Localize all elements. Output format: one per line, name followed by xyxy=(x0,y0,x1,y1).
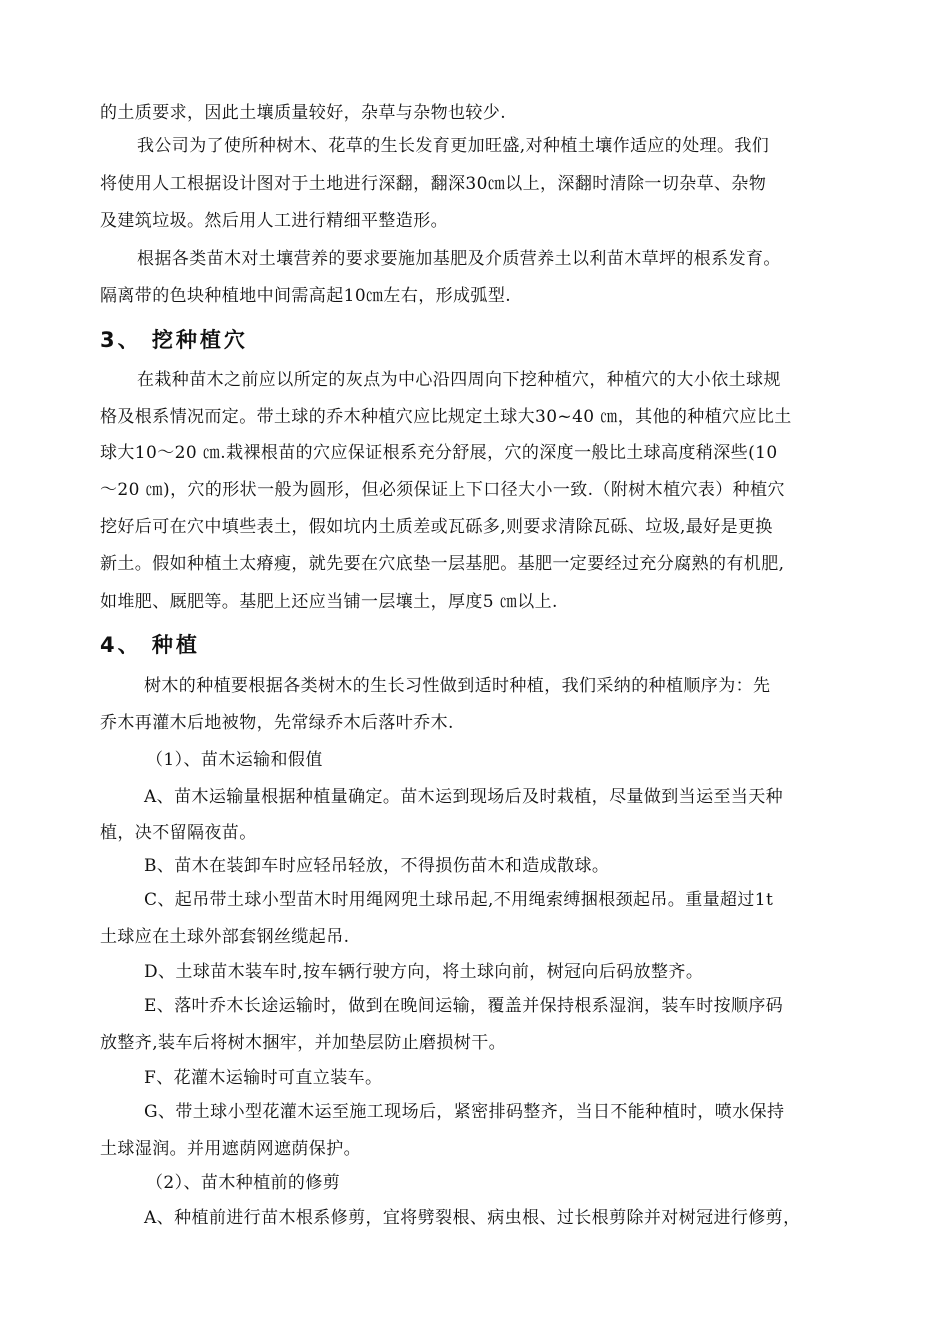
intro-line-4: 及建筑垃圾。然后用人工进行精细平整造形。 xyxy=(100,211,448,231)
section-3-line-1: 在栽种苗木之前应以所定的灰点为中心沿四周向下挖种植穴，种植穴的大小依土球规 xyxy=(137,370,781,390)
section-4-item-a-line-2: 植，决不留隔夜苗。 xyxy=(100,823,257,843)
intro-line-1: 的土质要求，因此土壤质量较好，杂草与杂物也较少. xyxy=(100,103,507,123)
section-4-item-e-line-1: E、落叶乔木长途运输时，做到在晚间运输，覆盖并保持根系湿润，装车时按顺序码 xyxy=(144,996,784,1016)
section-4-item-b: B、苗木在装卸车时应轻吊轻放，不得损伤苗木和造成散球。 xyxy=(144,856,610,876)
section-4-item-d: D、土球苗木装车时,按车辆行驶方向，将土球向前，树冠向后码放整齐。 xyxy=(144,962,704,982)
intro-line-3: 将使用人工根据设计图对于土地进行深翻，翻深30㎝以上，深翻时清除一切杂草、杂物 xyxy=(100,174,767,194)
section-4-heading: 4、 种植 xyxy=(100,633,200,657)
section-4-item-g-line-2: 土球湿润。并用遮荫网遮荫保护。 xyxy=(100,1139,361,1159)
intro-line-6: 隔离带的色块种植地中间需高起10㎝左右，形成弧型. xyxy=(100,286,512,306)
section-4-item-c-line-2: 土球应在土球外部套钢丝缆起吊. xyxy=(100,927,350,947)
intro-line-5: 根据各类苗木对土壤营养的要求要施加基肥及介质营养土以利苗木草坪的根系发育。 xyxy=(137,249,781,269)
section-3-line-7: 如堆肥、厩肥等。基肥上还应当铺一层壤土，厚度5 ㎝以上. xyxy=(100,592,558,612)
section-4-item-c-line-1: C、起吊带土球小型苗木时用绳网兜土球吊起,不用绳索缚捆根颈起吊。重量超过1t xyxy=(144,890,774,910)
section-3-line-5: 挖好后可在穴中填些表土，假如坑内土质差或瓦砾多,则要求清除瓦砾、垃圾,最好是更换 xyxy=(100,517,773,537)
section-4-line-1: 树木的种植要根据各类树木的生长习性做到适时种植，我们采纳的种植顺序为：先 xyxy=(144,676,771,696)
section-4-item-g-line-1: G、带土球小型花灌木运至施工现场后，紧密排码整齐，当日不能种植时，喷水保持 xyxy=(144,1102,785,1122)
section-3-line-3: 球大10～20 ㎝.栽裸根苗的穴应保证根系充分舒展，穴的深度一般比土球高度稍深些(10 xyxy=(100,443,778,463)
section-4-line-2: 乔木再灌木后地被物，先常绿乔木后落叶乔木. xyxy=(100,713,454,733)
intro-line-2: 我公司为了使所种树木、花草的生长发育更加旺盛,对种植土壤作适应的处理。我们 xyxy=(137,136,770,156)
section-3-line-4: ～20 ㎝)，穴的形状一般为圆形，但必须保证上下口径大小一致.（附树木植穴表）种植穴 xyxy=(100,480,785,500)
section-3-heading: 3、 挖种植穴 xyxy=(100,328,248,352)
section-3-line-2: 格及根系情况而定。带土球的乔木种植穴应比规定土球大30~40 ㎝，其他的种植穴应比土 xyxy=(100,407,792,427)
section-4-subheading-1: （1）、苗木运输和假值 xyxy=(146,750,323,770)
section-3-line-6: 新土。假如种植土太瘠瘦，就先要在穴底垫一层基肥。基肥一定要经过充分腐熟的有机肥, xyxy=(100,554,785,574)
section-4-item-f: F、花灌木运输时可直立装车。 xyxy=(144,1068,383,1088)
section-4-subheading-2: （2）、苗木种植前的修剪 xyxy=(146,1173,341,1193)
section-4-item-a-line-1: A、苗木运输量根据种植量确定。苗木运到现场后及时栽植，尽量做到当运至当天种 xyxy=(144,787,784,807)
section-4-item-a2-line-1: A、种植前进行苗木根系修剪，宜将劈裂根、病虫根、过长根剪除并对树冠进行修剪， xyxy=(144,1208,801,1228)
section-4-item-e-line-2: 放整齐,装车后将树木捆牢，并加垫层防止磨损树干。 xyxy=(100,1033,507,1053)
